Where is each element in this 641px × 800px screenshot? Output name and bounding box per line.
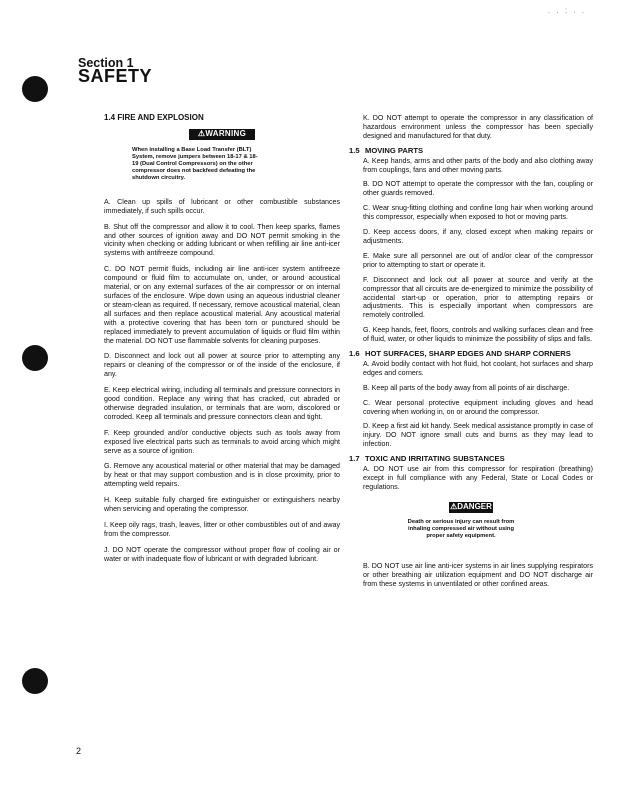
danger-label: DANGER — [457, 501, 492, 511]
fire-para-c: C. DO NOT permit fluids, including air line anti-icer system antifreeze compound or fluid film to accumulate on, under, or around acoustical material, or on any external surfaces of the air compressor or on internal surfaces of the enclosure. Wipe down using an aqueous industrial cleaner or steam-clean as required. If necessary, remove acoustical material, clean all surfaces and then replace acoustical material. Any acoustical material with a protective covering that has been torn or punctured should be replaced immediately to prevent accumulation of liquids or fluid film within the material. DO NOT use flammable solvents for cleaning purposes. — [104, 265, 340, 345]
binder-hole-top — [22, 76, 48, 102]
fire-para-h: H. Keep suitable fully charged fire extinguisher or extinguishers nearby when servicing and operating the compressor. — [104, 496, 340, 514]
heading-moving-parts — [349, 147, 593, 156]
fire-para-a: A. Clean up spills of lubricant or other combustible substances immediately, if such spills occur. — [104, 197, 340, 215]
left-column — [104, 114, 340, 571]
heading-text: HOT SURFACES, SHARP EDGES AND SHARP CORNERS — [365, 349, 571, 359]
fire-para-k: K. DO NOT attempt to operate the compressor in any classification of hazardous environment unless the compressor has been specially designed and manufactured for that duty. — [363, 114, 593, 140]
moving-para-a: A. Keep hands, arms and other parts of the body and also clothing away from couplings, fans and other moving parts. — [363, 156, 593, 174]
binder-hole-bottom — [22, 668, 48, 694]
hot-para-c: C. Wear personal protective equipment including gloves and head covering when working in, on or around the compressor. — [363, 398, 593, 416]
hot-para-d: D. Keep a first aid kit handy. Seek medical assistance promptly in case of injury. DO NOT ignore small cuts and burns as they may lead to infection. — [363, 422, 593, 449]
fire-para-b: B. Shut off the compressor and allow it to cool. Then keep sparks, flames and other sources of ignition away and DO NOT permit smoking in the vicinity when checking or adding lubricant or when refilling air line anti-icer systems with antifreeze compound. — [104, 222, 340, 258]
moving-para-f: F. Disconnect and lock out all power at source and verify at the compressor that all circuits are de-energized to minimize the possibility of accidental start-up or operation, prior to attempting repairs or adjustments. This is especially important when compressors are remotely controlled. — [363, 275, 593, 320]
moving-para-e: E. Make sure all personnel are out of and/or clear of the compressor prior to attempting to start or operate it. — [363, 251, 593, 269]
warning-badge — [189, 129, 255, 140]
danger-notice: Death or serious injury can result from inhaling compressed air without using proper safety equipment. — [407, 518, 515, 539]
moving-para-d: D. Keep access doors, if any, closed except when making repairs or adjustments. — [363, 228, 593, 245]
fire-para-i: I. Keep oily rags, trash, leaves, litter or other combustibles out of and away from the compressor. — [104, 521, 340, 538]
heading-number: 1.5 — [349, 145, 360, 155]
toxic-para-a: A. DO NOT use air from this compressor for respiration (breathing) except in full compliance with any Federal, State or Local Codes or regulations. — [363, 465, 593, 491]
fire-para-g: G. Remove any acoustical material or other material that may be damaged by heat or that may support combustion and is in close proximity, prior to attempting weld repairs. — [104, 462, 340, 489]
warning-notice: When installing a Base Load Transfer (BLT) System, remove jumpers between 18-17 & 18-19 (Dual Control Compressors) on the other compressor does not backfeed defeating the shutdown circuitry. — [132, 146, 258, 181]
heading-fire-explosion — [104, 114, 340, 123]
hot-para-b: B. Keep all parts of the body away from all points of air discharge. — [363, 383, 570, 392]
binder-hole-middle — [22, 345, 48, 371]
hot-para-a: A. Avoid bodily contact with hot fluid, hot coolant, hot surfaces and sharp edges and corners. — [363, 359, 593, 377]
fire-para-f: F. Keep grounded and/or conductive objects such as tools away from exposed live electrical parts such as terminals to avoid arcing which might serve as a source of ignition. — [104, 428, 340, 455]
danger-badge — [449, 502, 493, 513]
heading-number: 1.6 — [349, 349, 360, 359]
moving-para-g: G. Keep hands, feet, floors, controls and walking surfaces clean and free of fluid, water, or other liquids to minimize the possibility of slips and falls. — [363, 326, 593, 344]
heading-hot-surfaces — [349, 350, 593, 359]
fire-para-d: D. Disconnect and lock out all power at source prior to attempting any repairs or cleaning of the compressor or of the inside of the enclosure, if any. — [104, 352, 340, 379]
warning-triangle-icon: ⚠ — [450, 501, 458, 511]
warning-label: WARNING — [205, 128, 247, 138]
moving-para-c: C. Wear snug-fitting clothing and confine long hair when working around this compressor, especially when exposed to hot or moving parts. — [363, 204, 593, 222]
heading-text: TOXIC AND IRRITATING SUBSTANCES — [365, 454, 505, 464]
section-label: Section 1 — [78, 56, 134, 70]
toxic-para-b: B. DO NOT use air line anti-icer systems in air lines supplying respirators or other breathing air utilization equipment and DO NOT discharge air from these systems in unventilated or other confined areas. — [363, 561, 593, 588]
right-column — [349, 114, 593, 594]
page-number: 2 — [76, 746, 82, 756]
heading-toxic-substances — [349, 455, 593, 464]
section-title: SAFETY — [78, 66, 153, 86]
heading-number: 1.7 — [349, 454, 360, 464]
heading-number: 1.4 — [104, 113, 116, 122]
heading-text: MOVING PARTS — [365, 145, 424, 155]
warning-triangle-icon: ⚠ — [197, 128, 206, 138]
heading-text: FIRE AND EXPLOSION — [117, 113, 204, 122]
corner-marks: . . : . . — [548, 6, 587, 15]
moving-para-b: B. DO NOT attempt to operate the compressor with the fan, coupling or other guards removed. — [363, 180, 593, 198]
fire-para-e: E. Keep electrical wiring, including all terminals and pressure connectors in good condition. Replace any wiring that has cracked, cut abraded or otherwise degraded insulation, or terminals that are worn, discolored or corroded. Keep all terminals and pressure connectors clean and tight. — [104, 386, 340, 421]
fire-para-j: J. DO NOT operate the compressor without proper flow of cooling air or water or with inadequate flow of lubricant or with degraded lubricant. — [104, 545, 340, 563]
